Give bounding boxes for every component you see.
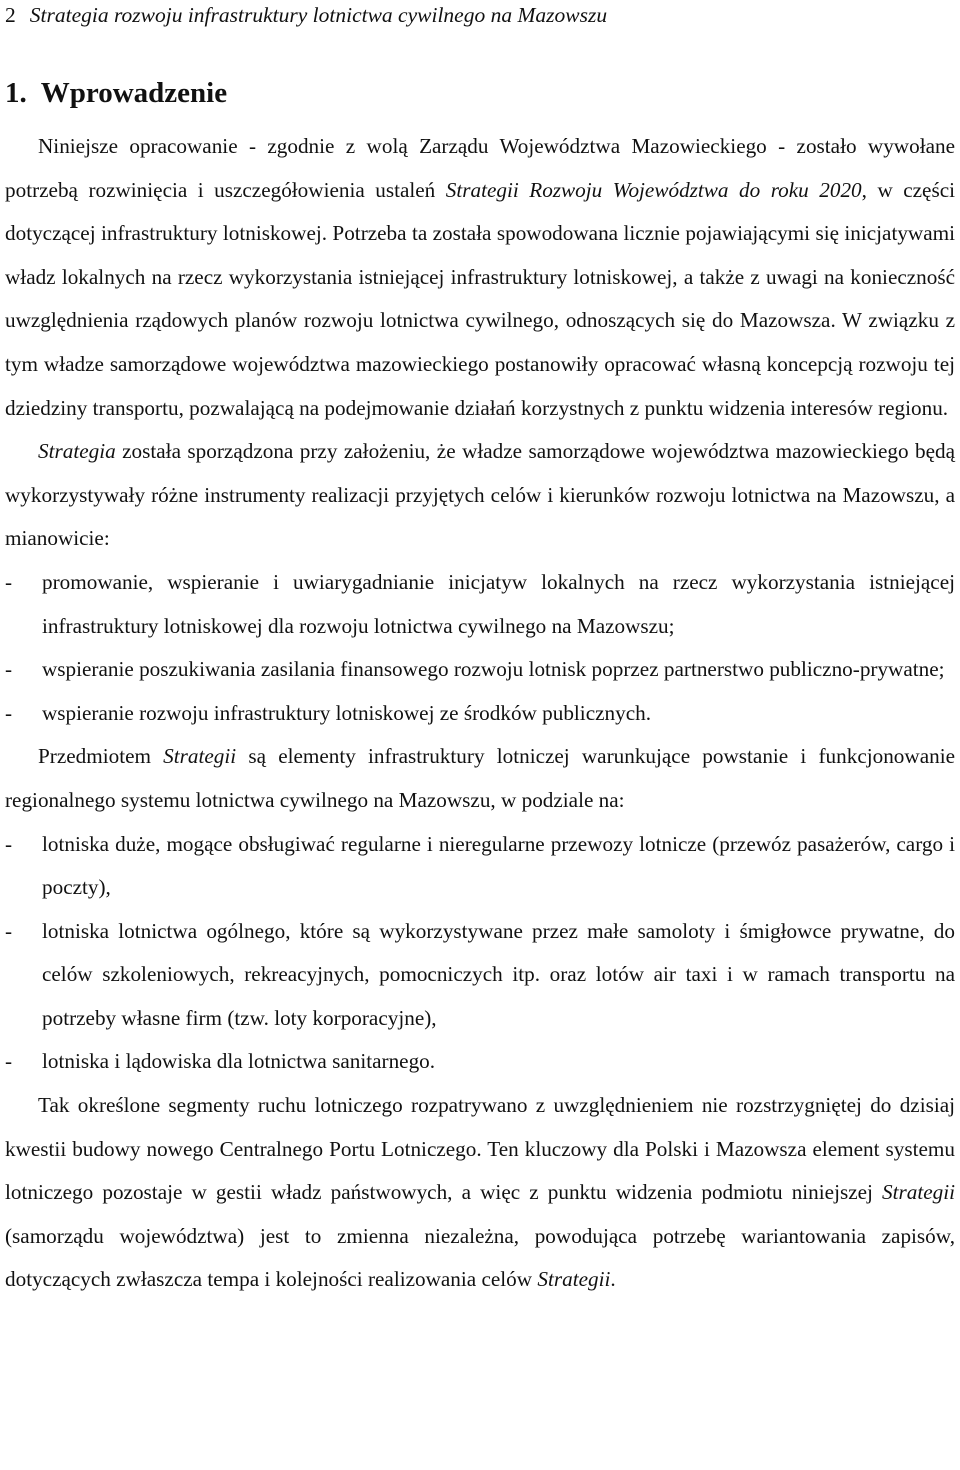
section-number: 1. (5, 77, 27, 109)
list-item (5, 1040, 955, 1084)
paragraph-text: została sporządzona przy założeniu, że władze samorządowe województwa mazowieckiego będą wykorzystywały różne instrumenty realizacji przyjętych celów i kierunków rozwoju lotnictwa na Mazowszu, a mianowicie: (5, 439, 955, 551)
running-header (5, 0, 607, 30)
paragraph-text: , w części dotyczącej infrastruktury lotniskowej. Potrzeba ta została spowodowana licznie pojawiającymi się inicjatywami władz lokalnych na rzecz wykorzystania istniejącej infrastruktury lotniskowej, a także z uwagi na konieczność uwzględnienia rządowych planów rozwoju lotnictwa cywilnego, odnoszących się do Mazowsza. W związku z tym władze samorządowe województwa mazowieckiego postanowiły opracować własną koncepcją rozwoju tej dziedziny transportu, pozwalającą na podejmowanie działań korzystnych z punktu widzenia interesów regionu. (5, 177, 955, 420)
paragraph-text: Tak określone segmenty ruchu lotniczego rozpatrywano z uwzględnieniem nie rozstrzygniętej do dzisiaj kwestii budowy nowego Centralnego Portu Lotniczego. Ten kluczowy dla Polski i Mazowsza element systemu lotniczego pozostaje w gestii władz państwowych, a więc z punktu widzenia podmiotu niniejszej (5, 1093, 955, 1205)
list-dash: - (5, 569, 13, 594)
page-number: 2 (5, 3, 16, 27)
strategy-reference: Strategii (537, 1267, 611, 1292)
strategy-title-reference: Strategii Rozwoju Województwa do roku 2020 (445, 177, 862, 202)
body-text (5, 125, 955, 1302)
list-dash: - (5, 1049, 13, 1074)
list-dash: - (5, 831, 13, 856)
paragraph-subject (5, 735, 955, 822)
list-item-text: wspieranie rozwoju infrastruktury lotniskowej ze środków publicznych. (42, 700, 651, 725)
paragraph-instruments (5, 430, 955, 561)
paragraph-intro (5, 125, 955, 430)
paragraph-text: Niniejsze opracowanie - zgodnie z wolą Zarządu Województwa Mazowieckiego - zostało wywołane potrzebą rozwinięcia i uszczegółowienia ustaleń (5, 134, 955, 202)
list-item (5, 910, 955, 1041)
list-item-text: wspieranie poszukiwania zasilania finansowego rozwoju lotnisk poprzez partnerstwo publiczno-prywatne; (42, 657, 945, 682)
strategy-reference: Strategia (38, 439, 116, 464)
list-item (5, 823, 955, 910)
list-item-text: promowanie, wspieranie i uwiarygadnianie inicjatyw lokalnych na rzecz wykorzystania istniejącej infrastruktury lotniskowej dla rozwoju lotnictwa cywilnego na Mazowszu; (42, 569, 955, 638)
list-dash: - (5, 657, 13, 682)
paragraph-segments (5, 1084, 955, 1302)
section-heading (5, 73, 227, 113)
paragraph-text: . (610, 1267, 616, 1292)
strategy-reference: Strategii (163, 744, 237, 769)
strategy-reference: Strategii (882, 1180, 955, 1205)
running-title: Strategia rozwoju infrastruktury lotnictwa cywilnego na Mazowszu (29, 3, 608, 27)
list-item-text: lotniska duże, mogące obsługiwać regularne i nieregularne przewozy lotnicze (przewóz pasażerów, cargo i poczty), (42, 831, 955, 900)
paragraph-text: Przedmiotem (38, 744, 164, 769)
list-item (5, 561, 955, 648)
airport-types-list (5, 823, 955, 1085)
list-dash: - (5, 700, 13, 725)
paragraph-text: (samorządu województwa) jest to zmienna niezależna, powodująca potrzebę wariantowania zapisów, dotyczących zwłaszcza tempa i kolejności realizowania celów (5, 1223, 955, 1292)
instruments-list (5, 561, 955, 735)
list-item-text: lotniska i lądowiska dla lotnictwa sanitarnego. (42, 1049, 436, 1074)
paragraph-text: są elementy infrastruktury lotniczej warunkujące powstanie i funkcjonowanie regionalnego systemu lotnictwa cywilnego na Mazowszu, w podziale na: (5, 744, 955, 812)
list-item (5, 648, 955, 692)
list-item (5, 692, 955, 736)
list-item-text: lotniska lotnictwa ogólnego, które są wykorzystywane przez małe samoloty i śmigłowce prywatne, do celów szkoleniowych, rekreacyjnych, pomocniczych itp. oraz lotów air taxi i w ramach transportu na potrzeby własne firm (tzw. loty korporacyjne), (42, 918, 955, 1030)
section-title: Wprowadzenie (40, 77, 228, 109)
list-dash: - (5, 918, 13, 943)
